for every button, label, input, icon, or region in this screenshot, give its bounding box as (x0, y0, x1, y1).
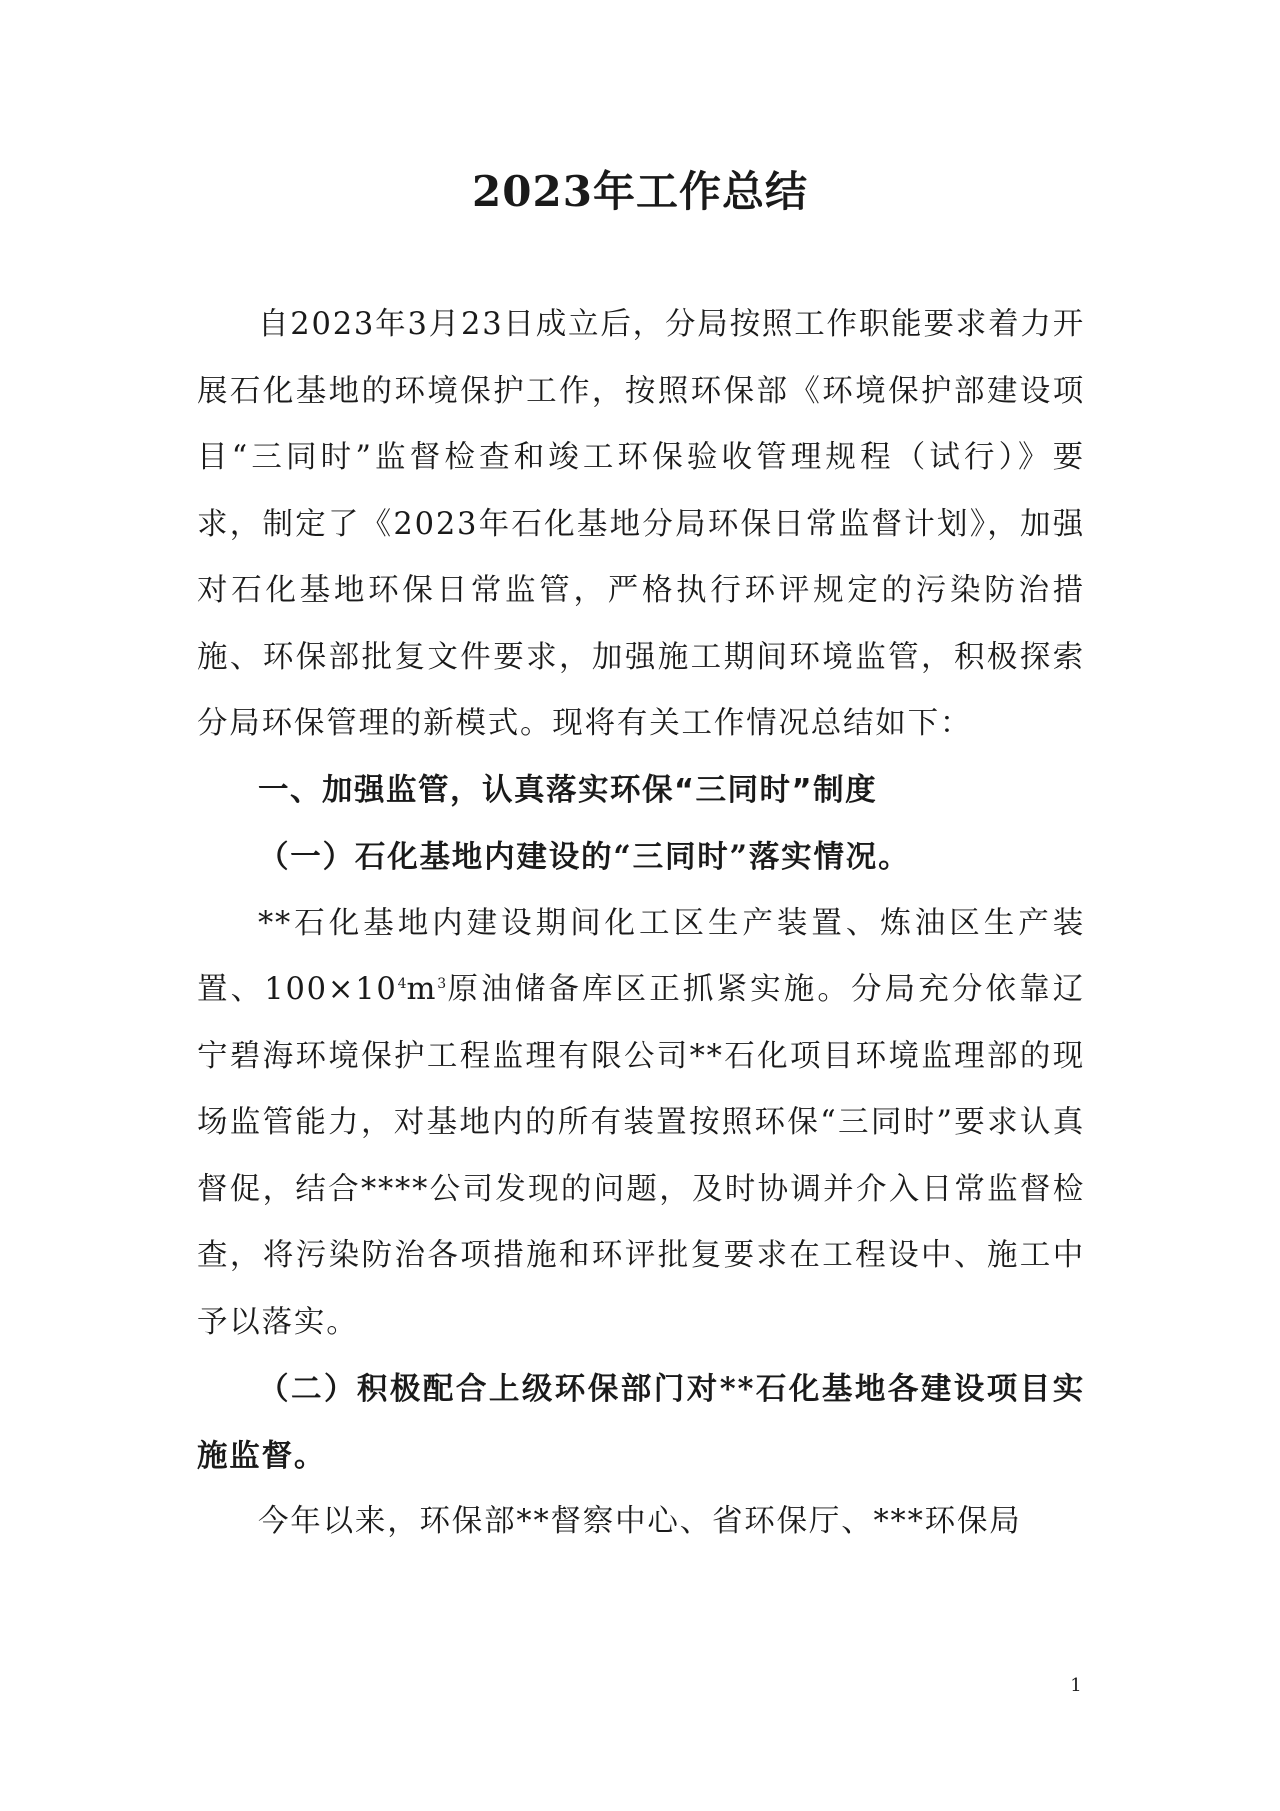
paragraph-2-text-start: **石化基地内建设期间化工区生产装置、炼油区生产装置、100×10 (197, 905, 1085, 1007)
intro-paragraph: 自2023年3月23日成立后，分局按照工作职能要求着力开展石化基地的环境保护工作，按照环保部《环境保护部建设项目“三同时”监督检查和竣工环保验收管理规程（试行）》要求，制定了《2023年石化基地分局环保日常监督计划》，加强对石化基地环保日常监管，严格执行环评规定的污染防治措施、环保部批复文件要求，加强施工期间环境监管，积极探索分局环保管理的新模式。现将有关工作情况总结如下： (197, 307, 1085, 741)
section-heading-1: 一、加强监管，认真落实环保“三同时”制度 (258, 772, 878, 808)
page-number: 1 (1070, 1675, 1082, 1696)
body-paragraph-3: 今年以来，环保部**督察中心、省环保厅、***环保局 (258, 1504, 1022, 1539)
unit-m: m (406, 972, 438, 1007)
paragraph-2-text-end: 原油储备库区正抓紧实施。分局充分依靠辽宁碧海环境保护工程监理有限公司**石化项目环境监理部的现场监管能力，对基地内的所有装置按照环保“三同时”要求认真督促，结合****公司发现的问题，及时协调并介入日常监督检查，将污染防治各项措施和环评批复要求在工程设中、施工中予以落实。 (197, 972, 1085, 1340)
document-title: 2023年工作总结 (472, 167, 808, 216)
document-body (197, 292, 1085, 1556)
subsection-heading-2: （二）积极配合上级环保部门对**石化基地各建设项目实施监督。 (197, 1371, 1085, 1474)
body-paragraph-2 (197, 891, 1085, 1357)
subsection-heading-1: （一）石化基地内建设的“三同时”落实情况。 (258, 839, 911, 875)
superscript-3: 3 (437, 975, 447, 992)
superscript-4: 4 (397, 975, 407, 992)
